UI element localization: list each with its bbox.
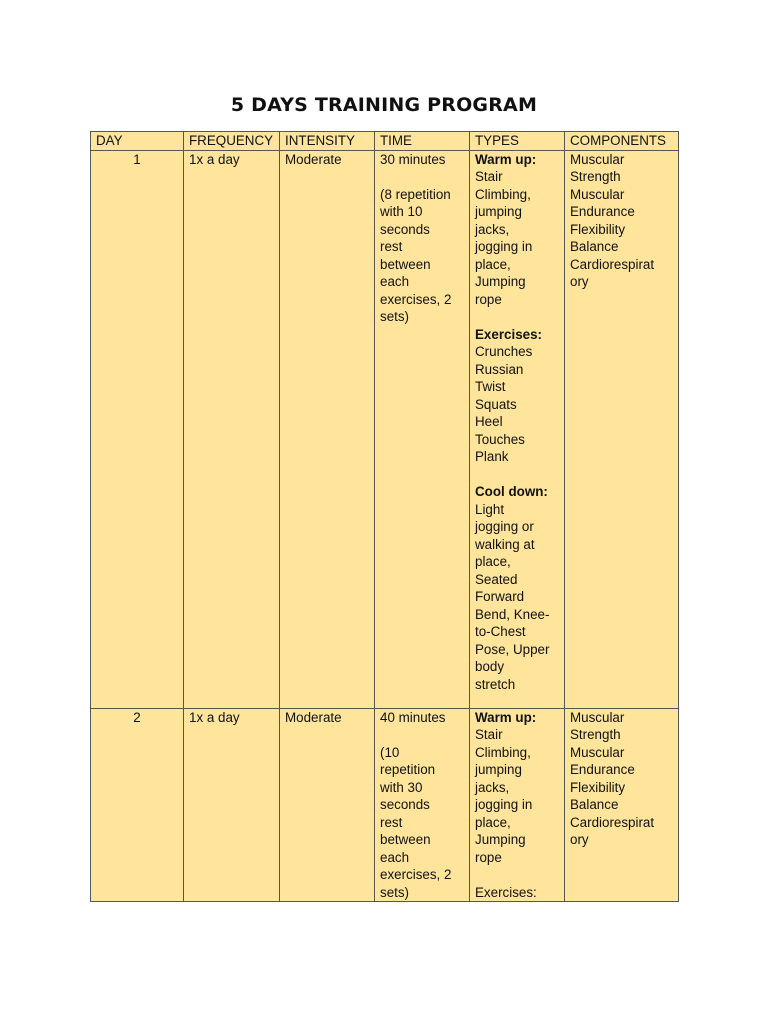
component-line: Muscular <box>570 744 625 760</box>
time-detail-line: between <box>380 256 431 272</box>
intensity-cell: Moderate <box>280 150 375 708</box>
warmup-line: jumping <box>475 762 522 777</box>
component-line: Endurance <box>570 204 635 219</box>
time-detail-line: each <box>380 274 410 289</box>
component-line: Strength <box>570 727 621 742</box>
exercise-line: Heel <box>475 414 503 429</box>
header-time: TIME <box>375 132 470 151</box>
cooldown-line: walking at <box>475 536 535 552</box>
warmup-line: Stair <box>475 727 503 742</box>
component-line: Muscular <box>570 151 625 167</box>
cooldown-line: place, <box>475 554 511 569</box>
exercise-line: Squats <box>475 396 517 412</box>
warmup-line: jacks, <box>475 779 510 795</box>
cooldown-line: body <box>475 659 505 674</box>
cooldown-line: to-Chest <box>475 624 526 639</box>
component-line: Muscular <box>570 709 625 725</box>
types-cell <box>470 708 565 902</box>
warmup-label: Warm up: <box>475 151 537 167</box>
component-line: Cardiorespirat <box>570 256 655 272</box>
warmup-line: Stair <box>475 169 503 184</box>
time-detail-line: rest <box>380 814 403 830</box>
component-line: Muscular <box>570 186 625 202</box>
warmup-line: jumping <box>475 204 522 219</box>
cooldown-line: Light <box>475 501 505 517</box>
warmup-line: jacks, <box>475 221 510 237</box>
frequency-cell: 1x a day <box>184 150 280 708</box>
exercise-line: Plank <box>475 449 509 464</box>
time-detail-line: seconds <box>380 797 430 812</box>
warmup-line: Jumping <box>475 832 526 847</box>
frequency-cell: 1x a day <box>184 708 280 902</box>
page-title: 5 DAYS TRAINING PROGRAM <box>230 94 538 116</box>
time-detail-line: seconds <box>380 221 430 237</box>
header-day: DAY <box>91 132 184 151</box>
exercises-label: Exercises: <box>475 326 543 342</box>
time-cell <box>375 150 470 708</box>
warmup-line: place, <box>475 256 511 272</box>
time-detail-line: (8 repetition <box>380 186 451 202</box>
component-line: Strength <box>570 169 621 184</box>
warmup-line: Jumping <box>475 274 526 289</box>
exercise-line: Russian <box>475 361 524 377</box>
component-line: Endurance <box>570 762 635 777</box>
cooldown-label: Cool down: <box>475 484 548 499</box>
warmup-label: Warm up: <box>475 709 537 725</box>
component-line: Balance <box>570 239 619 254</box>
component-line: Flexibility <box>570 779 626 795</box>
warmup-line: jogging in <box>475 239 533 254</box>
table-row <box>91 708 679 902</box>
warmup-line: rope <box>475 291 502 307</box>
time-cell <box>375 708 470 902</box>
cooldown-line: jogging or <box>475 519 534 534</box>
header-frequency: FREQUENCY <box>184 132 280 151</box>
header-intensity: INTENSITY <box>280 132 375 151</box>
component-line: Cardiorespirat <box>570 814 655 830</box>
exercise-line: Twist <box>475 379 506 394</box>
time-detail-line: rest <box>380 239 403 254</box>
time-detail-line: with 30 <box>380 779 423 795</box>
time-detail-line: each <box>380 849 410 865</box>
time-detail-line: repetition <box>380 762 436 777</box>
warmup-line: place, <box>475 814 511 830</box>
time-detail-line: between <box>380 832 431 847</box>
types-cell <box>470 150 565 708</box>
warmup-line: jogging in <box>475 797 533 812</box>
cooldown-line: Pose, Upper <box>475 641 550 657</box>
exercise-line: Crunches <box>475 344 533 359</box>
time-detail-line: with 10 <box>380 204 423 219</box>
time-detail-line: exercises, 2 <box>380 291 452 307</box>
cooldown-line: Forward <box>475 589 525 604</box>
header-types: TYPES <box>470 132 565 151</box>
warmup-line: rope <box>475 849 502 865</box>
time-duration: 30 minutes <box>380 151 446 167</box>
cooldown-line: Seated <box>475 571 518 587</box>
time-detail-line: sets) <box>380 309 410 324</box>
intensity-cell: Moderate <box>280 708 375 902</box>
warmup-line: Climbing, <box>475 186 531 202</box>
component-line: ory <box>570 832 589 847</box>
component-line: Flexibility <box>570 221 626 237</box>
cooldown-line: stretch <box>475 676 516 692</box>
component-line: Balance <box>570 797 619 812</box>
header-components: COMPONENTS <box>565 132 679 151</box>
exercise-line: Touches <box>475 431 525 447</box>
time-detail-line: (10 <box>380 744 400 760</box>
day-cell: 2 <box>91 708 184 902</box>
time-detail-line: sets) <box>380 884 410 900</box>
warmup-line: Climbing, <box>475 744 531 760</box>
time-duration: 40 minutes <box>380 709 446 725</box>
time-detail-line: exercises, 2 <box>380 867 452 882</box>
cooldown-line: Bend, Knee- <box>475 606 550 622</box>
exercises-label: Exercises: <box>475 884 537 900</box>
components-cell <box>565 150 679 708</box>
table-header-row <box>91 132 679 151</box>
table-row <box>91 150 679 708</box>
training-program-table <box>90 131 679 902</box>
component-line: ory <box>570 274 589 289</box>
components-cell <box>565 708 679 902</box>
day-cell: 1 <box>91 150 184 708</box>
